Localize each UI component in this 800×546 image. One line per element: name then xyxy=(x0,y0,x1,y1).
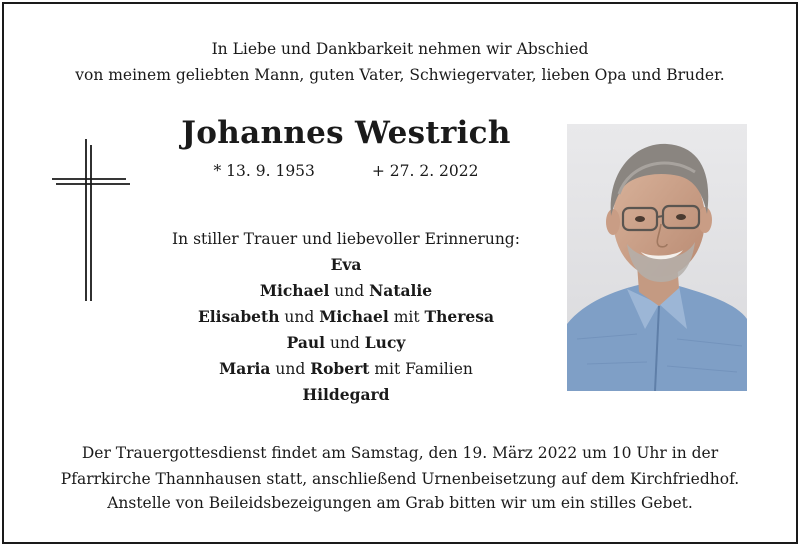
mourner-line xyxy=(150,356,542,382)
intro-text xyxy=(0,36,800,88)
mourner-name: Theresa xyxy=(424,307,494,326)
service-announcement xyxy=(0,440,800,492)
mourner-connector: und xyxy=(329,282,370,300)
mourner-name: Natalie xyxy=(369,281,433,300)
death-date: + 27. 2. 2022 xyxy=(371,162,479,180)
condolence-request: Anstelle von Beileidsbezeigungen am Grab bitten wir um ein stilles Gebet. xyxy=(107,494,693,512)
mourner-line xyxy=(150,382,542,408)
mourners-list xyxy=(150,226,542,408)
mourner-name: Elisabeth xyxy=(197,307,280,326)
mourner-name: Robert xyxy=(310,359,370,378)
service-line-1: Der Trauergottesdienst findet am Samstag, den 19. März 2022 um 10 Uhr in der xyxy=(81,444,719,462)
mourner-line xyxy=(150,252,542,278)
mourner-connector: mit xyxy=(388,308,425,326)
mourner-name: Michael xyxy=(259,281,330,300)
deceased-name: Johannes Westrich xyxy=(181,115,511,151)
mourner-name: Michael xyxy=(319,307,389,326)
mourner-name: Paul xyxy=(286,333,326,352)
mourner-connector: und xyxy=(270,360,311,378)
double-line-cross-icon xyxy=(50,139,130,301)
portrait-illustration xyxy=(567,124,747,391)
mourner-name: Eva xyxy=(330,255,362,274)
service-line-2: Pfarrkirche Thannhausen statt, anschließend Urnenbeisetzung auf dem Kirchfriedhof. xyxy=(60,470,740,488)
mourner-name: Hildegard xyxy=(302,385,390,404)
intro-line-2: von meinem geliebten Mann, guten Vater, Schwiegervater, lieben Opa und Bruder. xyxy=(75,66,725,84)
mourner-line xyxy=(150,304,542,330)
life-dates xyxy=(150,162,542,180)
mourner-line xyxy=(150,278,542,304)
mourner-connector: und xyxy=(325,334,365,352)
mourner-line xyxy=(150,330,542,356)
mourners-heading: In stiller Trauer und liebevoller Erinnerung: xyxy=(172,230,520,248)
birth-date: * 13. 9. 1953 xyxy=(213,162,315,180)
mourner-connector: mit Familien xyxy=(369,360,473,378)
mourner-name: Maria xyxy=(219,359,271,378)
mourner-name: Lucy xyxy=(364,333,406,352)
intro-line-1: In Liebe und Dankbarkeit nehmen wir Abschied xyxy=(211,40,589,58)
portrait-photo xyxy=(567,124,747,391)
mourner-lines xyxy=(150,252,542,408)
mourner-connector: und xyxy=(279,308,320,326)
